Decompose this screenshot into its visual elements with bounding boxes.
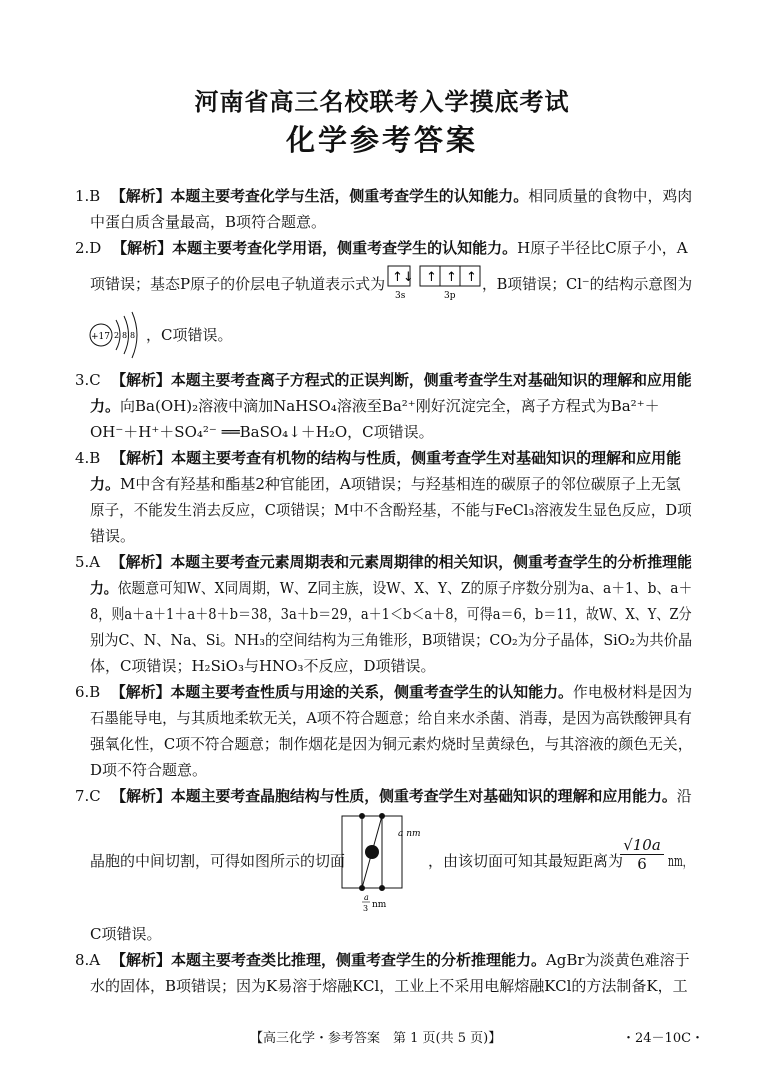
item-7-line-1 <box>75 786 692 806</box>
item-heading: 本题主要考查类比推理，侧重考查学生的分析推理能力。 <box>170 951 546 969</box>
item-3-line-1 <box>75 370 692 390</box>
svg-text:a nm: a nm <box>398 829 421 839</box>
orbital-diagram <box>386 264 482 302</box>
distance-fraction <box>620 836 664 873</box>
item-1-line-2: 中蛋白质含量最高，B项符合题意。 <box>90 213 327 231</box>
item-text: 沿 <box>676 787 692 805</box>
item-text: AgBr为淡黄色难溶于 <box>545 951 690 969</box>
item-number: 4.B <box>75 449 101 467</box>
svg-text:↑: ↑ <box>466 270 477 285</box>
item-2-line-1 <box>75 238 688 258</box>
item-text: 项错误；基态P原子的价层电子轨道表示式为 <box>90 275 386 293</box>
footer-code: ・24－10C・ <box>622 1031 705 1046</box>
svg-text:8: 8 <box>130 331 136 340</box>
crystal-section-figure <box>338 812 430 916</box>
item-text: M中含有羟基和酯基2种官能团，A项错误；与羟基相连的碳原子的邻位碳原子上无氢 <box>120 475 681 493</box>
item-number: 1.B <box>75 187 101 205</box>
analysis-tag: 【解析】 <box>112 239 173 257</box>
item-6-line-2: 石墨能导电，与其质地柔软无关，A项不符合题意；给自来水杀菌、消毒，是因为高铁酸钾具有 <box>90 709 692 727</box>
item-7-line-2b: ，由该切面可知其最短距离为 <box>428 852 624 870</box>
item-number: 3.C <box>75 371 101 389</box>
item-5-line-1 <box>75 552 692 572</box>
item-1-line-1 <box>75 186 692 206</box>
analysis-tag: 【解析】 <box>111 371 171 389</box>
unit-label: nm， <box>668 852 692 870</box>
item-heading: 本题主要考查有机物的结构与性质，侧重考查学生对基础知识的理解和应用能 <box>171 449 682 467</box>
analysis-tag: 【解析】 <box>110 683 171 701</box>
svg-text:nm: nm <box>372 900 387 910</box>
item-2-line-3: ，C项错误。 <box>146 326 233 344</box>
item-2-line-2 <box>90 274 385 294</box>
fraction-numerator: √10a <box>620 836 664 855</box>
page-title: 河南省高三名校联考入学摸底考试 <box>194 88 570 116</box>
analysis-tag: 【解析】 <box>110 187 171 205</box>
item-4-line-3: 原子，不能发生消去反应，C项错误；M中不含酚羟基，不能与FeCl₃溶液发生显色反应，D项 <box>90 501 692 519</box>
item-heading: 本题主要考查化学用语，侧重考查学生的认知能力。 <box>172 239 518 257</box>
item-text: 依题意可知W、X同周期，W、Z同主族，设W、X、Y、Z的原子序数分别为a、a＋1、b、a＋ <box>117 579 693 597</box>
item-5-line-5: 体，C项错误；H₂SiO₃与HNO₃不反应，D项错误。 <box>90 657 436 675</box>
item-5-line-2: 力。依题意可知W、X同周期，W、Z同主族，设W、X、Y、Z的原子序数分别为a、a＋1、b、a＋ <box>90 579 693 597</box>
item-5-line-4: 别为C、N、Na、Si。NH₃的空间结构为三角锥形，B项错误；CO₂为分子晶体，SiO₂为共价晶 <box>90 631 693 649</box>
item-2-line-2b: ，B项错误；Cl⁻的结构示意图为 <box>482 275 693 293</box>
item-8-line-2: 水的固体，B项错误；因为K易溶于熔融KCl，工业上不采用电解熔融KCl的方法制备K，工 <box>90 977 688 995</box>
item-text: H原子半径比C原子小，A <box>517 239 688 257</box>
item-8-line-1 <box>75 950 690 970</box>
item-heading: 本题主要考查晶胞结构与性质，侧重考查学生对基础知识的理解和应用能力。 <box>170 787 677 805</box>
item-heading: 本题主要考查化学与生活，侧重考查学生的认知能力。 <box>170 187 529 205</box>
analysis-tag: 【解析】 <box>111 787 171 805</box>
item-6-line-4: D项不符合题意。 <box>90 761 208 779</box>
item-number: 7.C <box>75 787 101 805</box>
svg-text:↑: ↑ <box>446 270 457 285</box>
svg-text:8: 8 <box>122 331 128 340</box>
item-number: 8.A <box>75 951 101 969</box>
svg-text:3: 3 <box>363 904 369 913</box>
item-number: 5.A <box>75 553 100 571</box>
item-text: 向Ba(OH)₂溶液中滴加NaHSO₄溶液至Ba²⁺刚好沉淀完全，离子方程式为Ba²⁺＋ <box>120 397 660 415</box>
page-subtitle: 化学参考答案 <box>285 123 478 157</box>
svg-text:+17: +17 <box>91 332 110 342</box>
analysis-tag: 【解析】 <box>111 449 172 467</box>
orbital-3p-label: 3p <box>444 291 456 301</box>
item-number: 2.D <box>75 239 102 257</box>
item-4-line-2: 力。M中含有羟基和酯基2种官能团，A项错误；与羟基相连的碳原子的邻位碳原子上无氢 <box>90 475 681 493</box>
analysis-tag: 【解析】 <box>110 553 171 571</box>
svg-text:2: 2 <box>114 331 120 340</box>
item-number: 6.B <box>75 683 101 701</box>
item-5-line-3: 8，则a＋a＋1＋a＋8＋b＝38，3a＋b＝29，a＋1＜b＜a＋8，可得a＝6，b＝11，故W、X、Y、Z分 <box>90 605 692 623</box>
fraction-denominator: 6 <box>637 855 647 873</box>
item-6-line-3: 强氧化性，C项不符合题意；制作烟花是因为铜元素灼烧时呈黄绿色，与其溶液的颜色无关， <box>90 735 693 753</box>
item-heading: 本题主要考查离子方程式的正误判断，侧重考查学生对基础知识的理解和应用能 <box>170 371 692 389</box>
svg-text:a: a <box>364 893 369 902</box>
item-3-line-2: 力。向Ba(OH)₂溶液中滴加NaHSO₄溶液至Ba²⁺刚好沉淀完全，离子方程式为Ba²⁺＋ <box>90 397 660 415</box>
svg-text:↑: ↑ <box>426 270 437 285</box>
item-heading: 本题主要考查元素周期表和元素周期律的相关知识，侧重考查学生的分析推理能 <box>170 553 692 571</box>
analysis-tag: 【解析】 <box>110 951 171 969</box>
item-7-line-2: 晶胞的中间切割，可得如图所示的切面 <box>90 852 346 870</box>
item-4-line-1 <box>75 448 681 468</box>
svg-text:↑↓: ↑↓ <box>392 270 414 285</box>
orbital-3s-label: 3s <box>395 291 406 301</box>
page-footer: 【高三化学・参考答案 第 1 页(共 5 页)】 <box>250 1031 502 1046</box>
item-text: 作电极材料是因为 <box>572 683 693 701</box>
item-text: 相同质量的食物中，鸡肉 <box>528 187 693 205</box>
item-7-line-3: C项错误。 <box>90 925 162 943</box>
chloride-structure-diagram <box>86 310 146 360</box>
item-3-line-3: OH⁻＋H⁺＋SO₄²⁻ ══BaSO₄↓＋H₂O，C项错误。 <box>90 423 434 441</box>
item-4-line-4: 错误。 <box>90 527 136 545</box>
item-heading: 本题主要考查性质与用途的关系，侧重考查学生的认知能力。 <box>170 683 573 701</box>
item-6-line-1 <box>75 682 692 702</box>
